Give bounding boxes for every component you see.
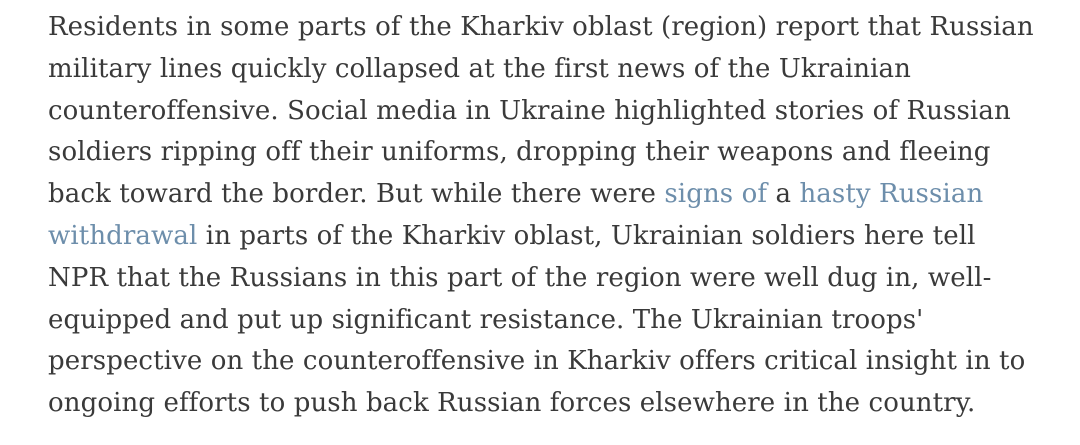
paragraph-text-segment: Residents in some parts of the Kharkiv oblast (region) report that Russian military lines quickly collapsed at the first news of the Ukrainian counteroffensive. Social media in Ukraine highlighted stories of Russian soldiers ripping off their uniforms, dropping their weapons and fleeing back toward the border. But while there were: [48, 12, 1034, 210]
link-hasty-russian-withdrawal[interactable]: hasty Russian withdrawal: [48, 179, 984, 251]
article-paragraph: [48, 7, 1036, 425]
link-signs-of[interactable]: signs of: [664, 179, 768, 210]
paragraph-text-segment: a: [767, 179, 800, 210]
paragraph-text-segment: in parts of the Kharkiv oblast, Ukrainian soldiers here tell NPR that the Russians in this part of the region were well dug in, well-equipped and put up significant resistance. The Ukrainian troops' perspective on the counteroffensive in Kharkiv offers critical insight in to ongoing efforts to push back Russian forces elsewhere in the country.: [48, 220, 1026, 419]
